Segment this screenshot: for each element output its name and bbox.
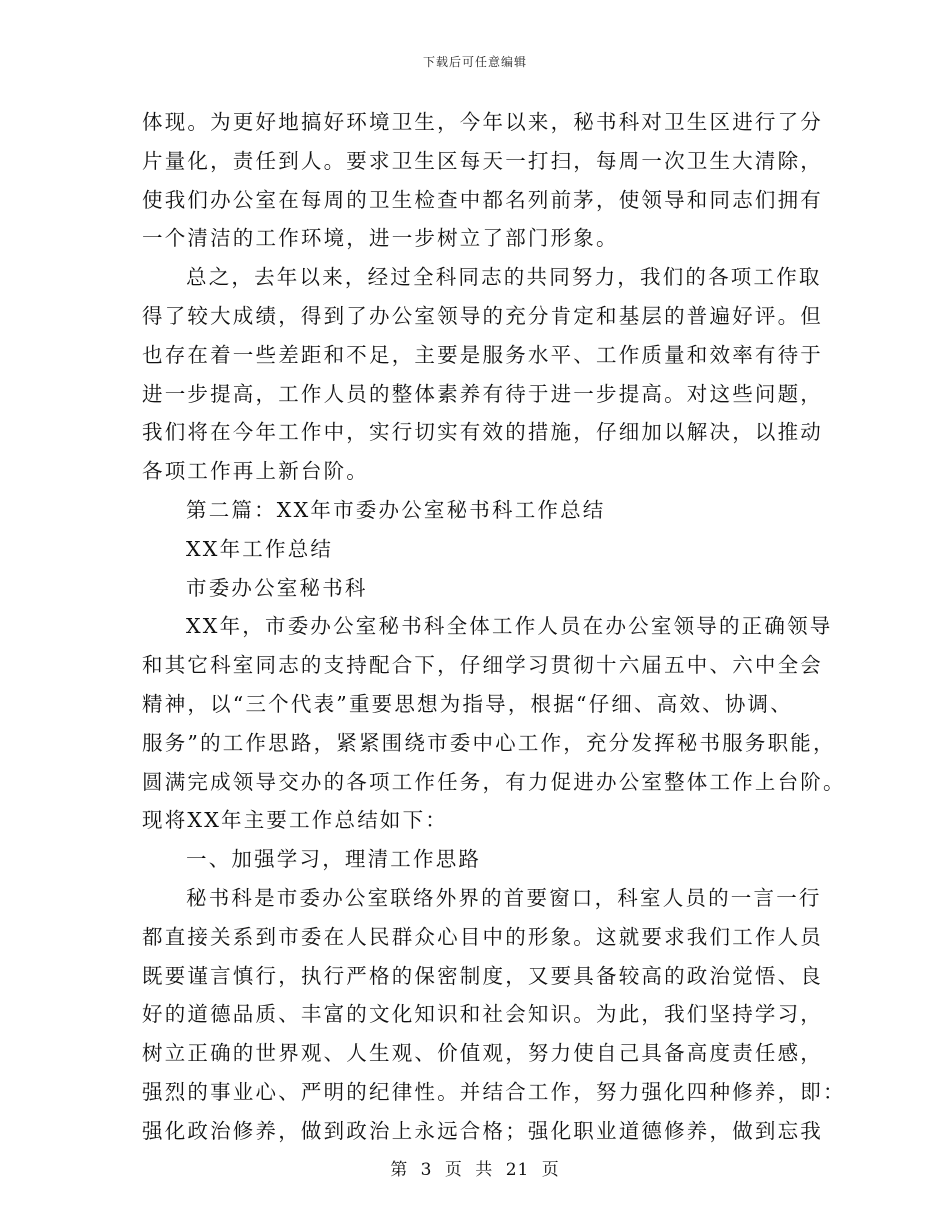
text-line: 强烈的事业心、严明的纪律性。并结合工作，努力强化四种修养，即： (142, 1079, 846, 1104)
section-heading: 第二篇：XX年市委办公室秘书科工作总结 (186, 497, 606, 522)
text-line: 总之，去年以来，经过全科同志的共同努力，我们的各项工作取 (186, 265, 822, 290)
text-line: 片量化，责任到人。要求卫生区每天一打扫，每周一次卫生大清除， (142, 148, 823, 173)
text-line: 和其它科室同志的支持配合下，仔细学习贯彻十六届五中、六中全会 (142, 653, 823, 678)
text-line: 也存在着一些差距和不足，主要是服务水平、工作质量和效率有待于 (142, 342, 823, 367)
text-line: 得了较大成绩，得到了办公室领导的充分肯定和基层的普遍好评。但 (142, 303, 823, 328)
text-line: 各项工作再上新台阶。 (142, 459, 369, 484)
document-body (142, 103, 846, 1151)
subsection-heading: 一、加强学习，理清工作思路 (186, 847, 482, 872)
text-line: 好的道德品质、丰富的文化知识和社会知识。为此，我们坚持学习， (142, 1002, 823, 1027)
page-header-note: 下载后可任意编辑 (422, 55, 527, 69)
page-number: 第 3 页 共 21 页 (390, 1160, 560, 1180)
text-line: 都直接关系到市委在人民群众心目中的形象。这就要求我们工作人员 (142, 924, 823, 949)
text-line: 既要谨言慎行，执行严格的保密制度，又要具备较高的政治觉悟、良 (142, 963, 823, 988)
report-title: XX年工作总结 (186, 536, 334, 561)
text-line: 圆满完成领导交办的各项工作任务，有力促进办公室整体工作上台阶。 (142, 769, 846, 794)
report-author: 市委办公室秘书科 (186, 575, 368, 600)
text-line: 进一步提高，工作人员的整体素养有待于进一步提高。对这些问题， (142, 381, 823, 406)
text-line: 秘书科是市委办公室联络外界的首要窗口，科室人员的一言一行 (186, 885, 822, 910)
text-line: 服务”的工作思路，紧紧围绕市委中心工作，充分发挥秘书服务职能， (142, 730, 836, 755)
text-line: XX年，市委办公室秘书科全体工作人员在办公室领导的正确领导 (186, 614, 833, 639)
text-line: 树立正确的世界观、人生观、价值观，努力使自己具备高度责任感， (142, 1041, 823, 1066)
text-line: 体现。为更好地搞好环境卫生，今年以来，秘书科对卫生区进行了分 (142, 110, 823, 134)
text-line: 一个清洁的工作环境，进一步树立了部门形象。 (142, 226, 619, 251)
text-line: 我们将在今年工作中，实行切实有效的措施，仔细加以解决，以推动 (142, 420, 823, 445)
text-line: 强化政治修养，做到政治上永远合格；强化职业道德修养，做到忘我 (142, 1118, 823, 1143)
text-line: 现将XX年主要工作总结如下： (142, 808, 448, 833)
text-line: 使我们办公室在每周的卫生检查中都名列前茅，使领导和同志们拥有 (142, 187, 823, 212)
text-line: 精神，以“三个代表”重要思想为指导，根据“仔细、高效、协调、 (142, 691, 793, 716)
